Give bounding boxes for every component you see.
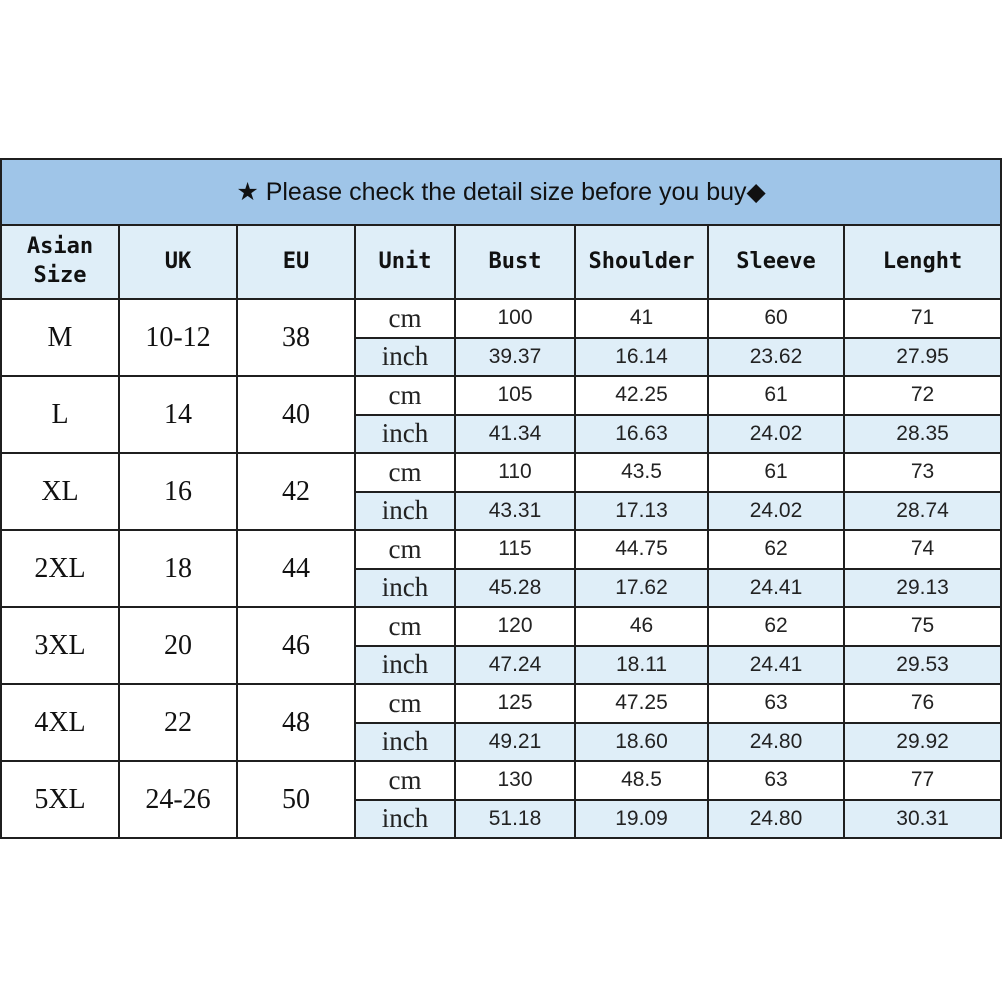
sleeve-inch-cell: 24.80: [708, 723, 844, 762]
unit-inch-cell: inch: [355, 569, 455, 608]
eu-size-cell: 46: [237, 607, 355, 684]
unit-cm-cell: cm: [355, 299, 455, 338]
unit-cm-cell: cm: [355, 607, 455, 646]
bust-inch-cell: 39.37: [455, 338, 575, 377]
eu-size-cell: 42: [237, 453, 355, 530]
sleeve-cm-cell: 63: [708, 684, 844, 723]
table-row: [1, 607, 1001, 646]
sleeve-cm-cell: 60: [708, 299, 844, 338]
header-shoulder: Shoulder: [575, 225, 708, 299]
sleeve-inch-cell: 23.62: [708, 338, 844, 377]
length-inch-cell: 29.92: [844, 723, 1001, 762]
eu-size-cell: 48: [237, 684, 355, 761]
bust-inch-cell: 45.28: [455, 569, 575, 608]
bust-cm-cell: 120: [455, 607, 575, 646]
shoulder-inch-cell: 18.11: [575, 646, 708, 685]
size-rows: [1, 299, 1001, 838]
bust-inch-cell: 43.31: [455, 492, 575, 531]
bust-inch-cell: 49.21: [455, 723, 575, 762]
header-lenght: Lenght: [844, 225, 1001, 299]
table-row: [1, 684, 1001, 723]
bust-cm-cell: 130: [455, 761, 575, 800]
header-row: [1, 225, 1001, 299]
length-inch-cell: 29.13: [844, 569, 1001, 608]
asian-size-cell: L: [1, 376, 119, 453]
shoulder-cm-cell: 43.5: [575, 453, 708, 492]
asian-size-cell: 4XL: [1, 684, 119, 761]
uk-size-cell: 10-12: [119, 299, 237, 376]
length-inch-cell: 29.53: [844, 646, 1001, 685]
bust-inch-cell: 47.24: [455, 646, 575, 685]
table-row: [1, 299, 1001, 338]
shoulder-inch-cell: 18.60: [575, 723, 708, 762]
length-inch-cell: 27.95: [844, 338, 1001, 377]
unit-cm-cell: cm: [355, 376, 455, 415]
header-unit: Unit: [355, 225, 455, 299]
uk-size-cell: 20: [119, 607, 237, 684]
shoulder-cm-cell: 47.25: [575, 684, 708, 723]
sleeve-cm-cell: 62: [708, 530, 844, 569]
unit-inch-cell: inch: [355, 415, 455, 454]
asian-size-cell: M: [1, 299, 119, 376]
sleeve-inch-cell: 24.41: [708, 569, 844, 608]
shoulder-cm-cell: 46: [575, 607, 708, 646]
sleeve-cm-cell: 61: [708, 453, 844, 492]
eu-size-cell: 50: [237, 761, 355, 838]
length-cm-cell: 73: [844, 453, 1001, 492]
sleeve-inch-cell: 24.02: [708, 492, 844, 531]
uk-size-cell: 16: [119, 453, 237, 530]
unit-inch-cell: inch: [355, 646, 455, 685]
unit-cm-cell: cm: [355, 453, 455, 492]
sleeve-inch-cell: 24.02: [708, 415, 844, 454]
sleeve-inch-cell: 24.41: [708, 646, 844, 685]
uk-size-cell: 24-26: [119, 761, 237, 838]
header-uk: UK: [119, 225, 237, 299]
unit-cm-cell: cm: [355, 530, 455, 569]
uk-size-cell: 14: [119, 376, 237, 453]
banner-row: [1, 159, 1001, 225]
length-cm-cell: 77: [844, 761, 1001, 800]
table-row: [1, 453, 1001, 492]
length-cm-cell: 75: [844, 607, 1001, 646]
shoulder-cm-cell: 42.25: [575, 376, 708, 415]
shoulder-inch-cell: 16.14: [575, 338, 708, 377]
header-bust: Bust: [455, 225, 575, 299]
unit-inch-cell: inch: [355, 492, 455, 531]
shoulder-cm-cell: 44.75: [575, 530, 708, 569]
length-inch-cell: 30.31: [844, 800, 1001, 839]
shoulder-inch-cell: 19.09: [575, 800, 708, 839]
table-row: [1, 376, 1001, 415]
eu-size-cell: 44: [237, 530, 355, 607]
bust-inch-cell: 51.18: [455, 800, 575, 839]
shoulder-inch-cell: 16.63: [575, 415, 708, 454]
shoulder-inch-cell: 17.13: [575, 492, 708, 531]
unit-cm-cell: cm: [355, 684, 455, 723]
length-inch-cell: 28.35: [844, 415, 1001, 454]
star-icon: ★: [236, 178, 259, 206]
diamond-icon: ◆: [746, 178, 766, 206]
asian-size-cell: XL: [1, 453, 119, 530]
shoulder-inch-cell: 17.62: [575, 569, 708, 608]
size-chart-table: [0, 158, 1002, 839]
unit-inch-cell: inch: [355, 800, 455, 839]
header-sleeve: Sleeve: [708, 225, 844, 299]
eu-size-cell: 40: [237, 376, 355, 453]
shoulder-cm-cell: 41: [575, 299, 708, 338]
bust-cm-cell: 115: [455, 530, 575, 569]
asian-size-cell: 2XL: [1, 530, 119, 607]
banner-cell: [1, 159, 1001, 225]
bust-cm-cell: 105: [455, 376, 575, 415]
unit-inch-cell: inch: [355, 723, 455, 762]
unit-cm-cell: cm: [355, 761, 455, 800]
uk-size-cell: 18: [119, 530, 237, 607]
unit-inch-cell: inch: [355, 338, 455, 377]
banner-text: Please check the detail size before you buy: [265, 178, 747, 206]
asian-size-cell: 5XL: [1, 761, 119, 838]
sleeve-cm-cell: 62: [708, 607, 844, 646]
bust-cm-cell: 125: [455, 684, 575, 723]
header-eu: EU: [237, 225, 355, 299]
table-row: [1, 761, 1001, 800]
asian-size-cell: 3XL: [1, 607, 119, 684]
bust-cm-cell: 110: [455, 453, 575, 492]
length-cm-cell: 76: [844, 684, 1001, 723]
shoulder-cm-cell: 48.5: [575, 761, 708, 800]
uk-size-cell: 22: [119, 684, 237, 761]
sleeve-cm-cell: 63: [708, 761, 844, 800]
length-inch-cell: 28.74: [844, 492, 1001, 531]
sleeve-inch-cell: 24.80: [708, 800, 844, 839]
header-asian-size: Asian Size: [1, 225, 119, 299]
bust-inch-cell: 41.34: [455, 415, 575, 454]
length-cm-cell: 74: [844, 530, 1001, 569]
bust-cm-cell: 100: [455, 299, 575, 338]
sleeve-cm-cell: 61: [708, 376, 844, 415]
table-row: [1, 530, 1001, 569]
length-cm-cell: 71: [844, 299, 1001, 338]
length-cm-cell: 72: [844, 376, 1001, 415]
eu-size-cell: 38: [237, 299, 355, 376]
